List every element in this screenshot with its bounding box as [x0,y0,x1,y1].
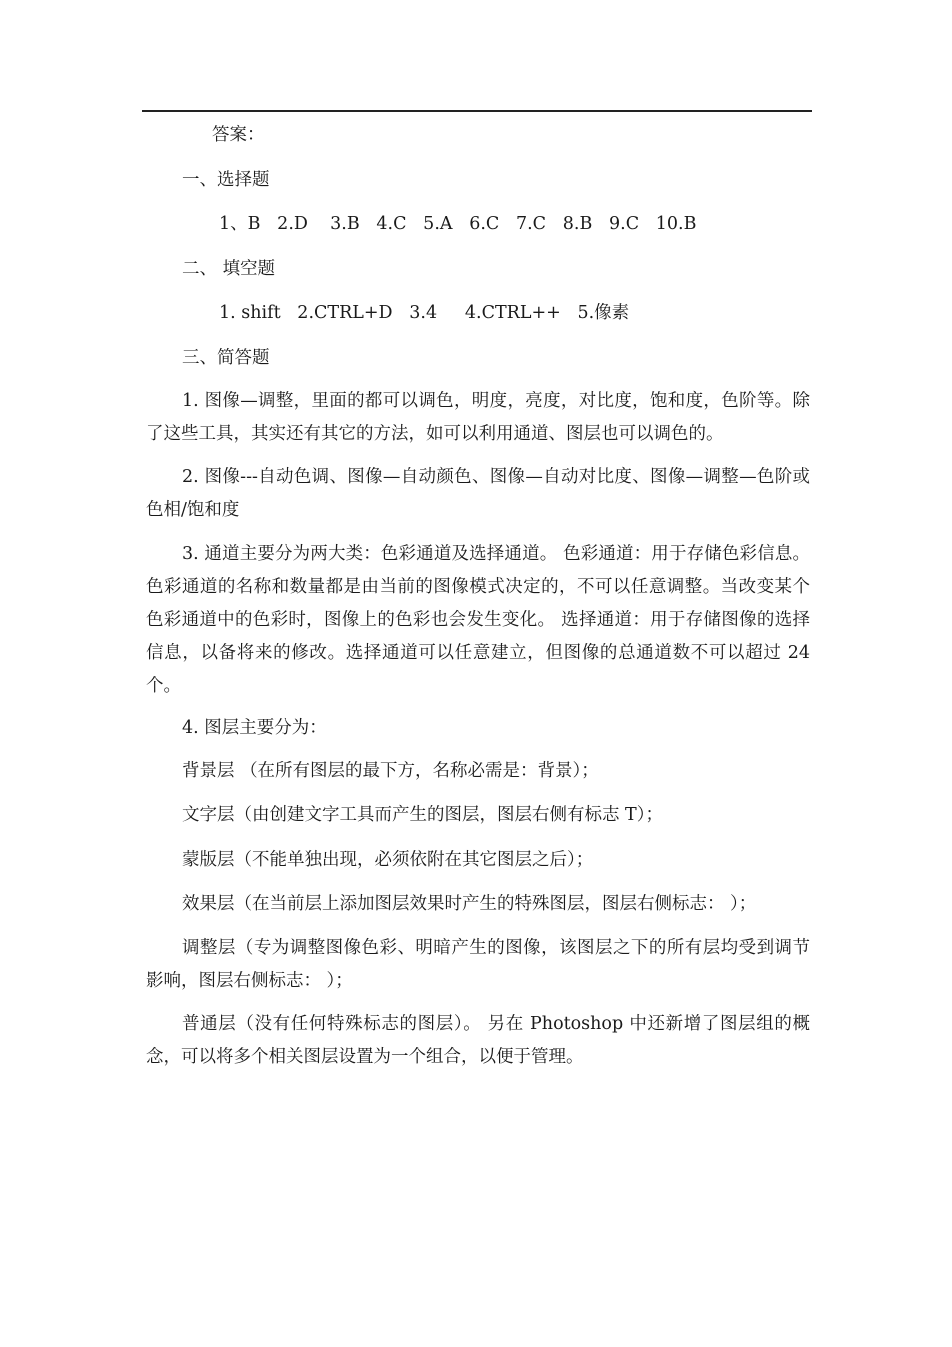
section-title-fill: 二、 填空题 [182,259,276,279]
answer-paragraph-4-intro: 4. 图层主要分为： [182,718,327,738]
answer-paragraph-2: 2. 图像---自动色调、图像—自动颜色、图像—自动对比度、图像—调整—色阶或色相/饱和度 [146,467,810,520]
layer-normal: 普通层（没有任何特殊标志的图层）。 另在 Photoshop 中还新增了图层组的概念，可以将多个相关图层设置为一个组合，以便于管理。 [146,1014,810,1067]
choice-answers: 1、B 2.D 3.B 4.C 5.A 6.C 7.C 8.B 9.C 10.B [219,214,697,234]
layer-mask: 蒙版层（不能单独出现，必须依附在其它图层之后）； [182,850,594,870]
section-title-choice: 一、选择题 [182,170,270,190]
layer-adjust: 调整层（专为调整图像色彩、明暗产生的图像，该图层之下的所有层均受到调节影响，图层右侧标志： ）； [146,938,810,991]
layer-text: 文字层（由创建文字工具而产生的图层，图层右侧有标志 T）； [182,805,663,825]
answer-paragraph-1: 1. 图像—调整，里面的都可以调色，明度，亮度，对比度，饱和度，色阶等。除了这些工具，其实还有其它的方法，如可以利用通道、图层也可以调色的。 [146,391,810,444]
fill-answers: 1. shift 2.CTRL+D 3.4 4.CTRL++ 5.像素 [219,303,630,323]
layer-effect: 效果层（在当前层上添加图层效果时产生的特殊图层，图层右侧标志： ）； [182,894,757,914]
answer-heading: 答案： [212,125,265,145]
section-title-short: 三、简答题 [182,348,270,368]
header-rule [142,110,812,112]
answer-paragraph-3: 3. 通道主要分为两大类：色彩通道及选择通道。 色彩通道：用于存储色彩信息。色彩通道的名称和数量都是由当前的图像模式决定的，不可以任意调整。当改变某个色彩通道中的色彩时，图像上的色彩也会发生变化。 选择通道：用于存储图像的选择信息，以备将来的修改。选择通道可以任意建立，但图像的总通道数不可以超过 24 个。 [146,544,810,696]
layer-background: 背景层 （在所有图层的最下方，名称必需是：背景）； [182,761,599,781]
